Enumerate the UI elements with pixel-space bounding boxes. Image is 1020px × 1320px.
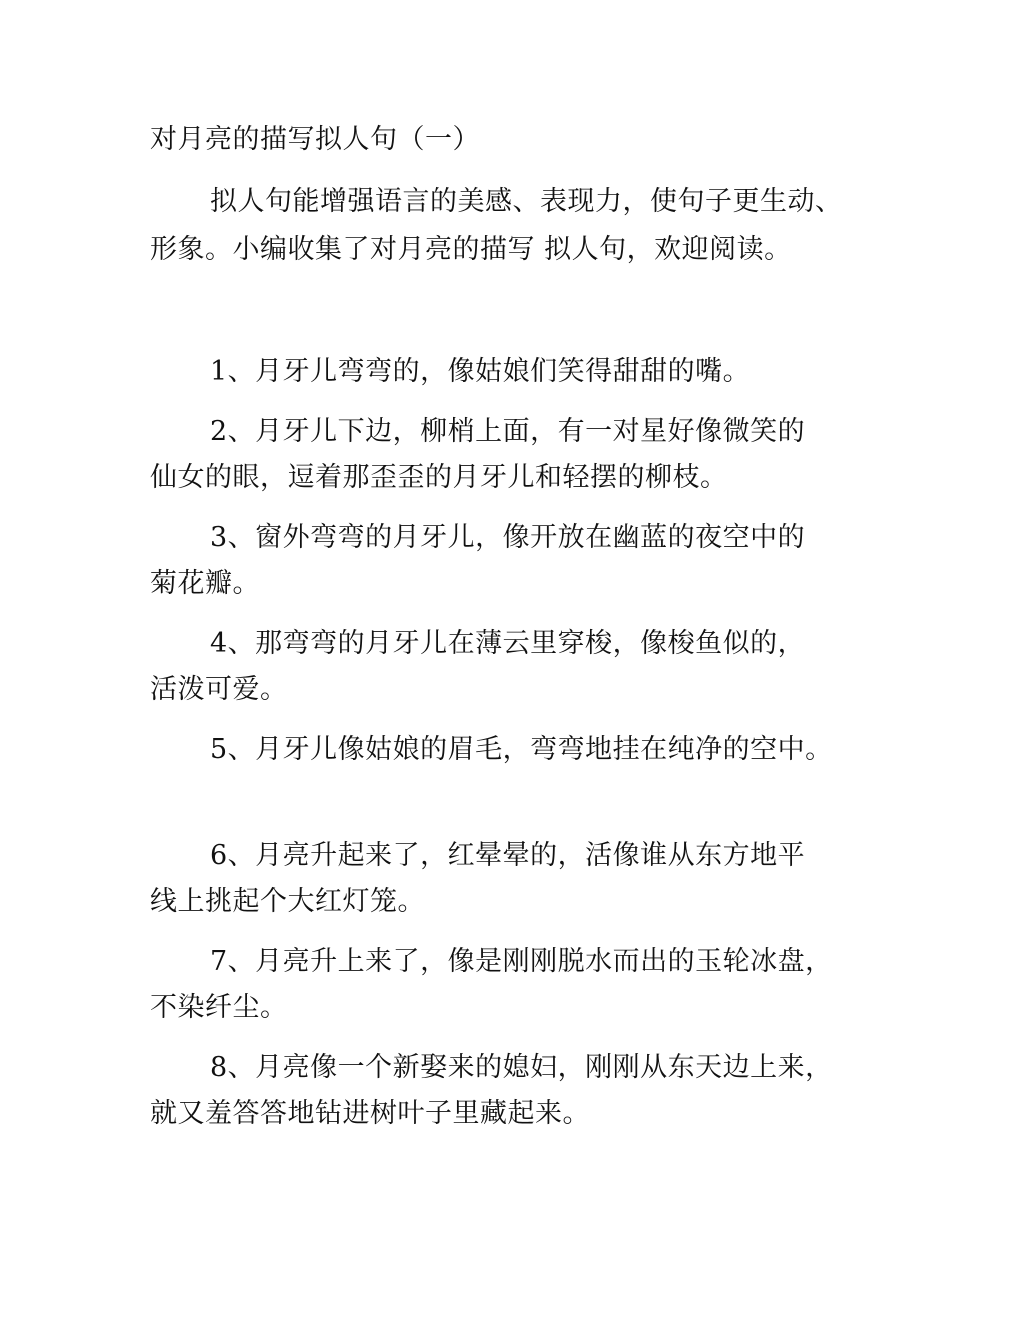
item-6-line-2: 线上挑起个大红灯笼。 <box>150 886 425 917</box>
item-7-line-1: 7、月亮升上来了，像是刚刚脱水而出的玉轮冰盘， <box>210 946 833 977</box>
item-4-line-1: 4、那弯弯的月牙儿在薄云里穿梭，像梭鱼似的， <box>210 628 806 659</box>
item-8-line-2: 就又羞答答地钻进树叶子里藏起来。 <box>150 1098 590 1129</box>
item-2-line-1: 2、月牙儿下边，柳梢上面，有一对星好像微笑的 <box>210 416 806 447</box>
item-1-line-1: 1、月牙儿弯弯的，像姑娘们笑得甜甜的嘴。 <box>210 356 751 387</box>
item-7-line-2: 不染纤尘。 <box>150 992 288 1023</box>
item-4-line-2: 活泼可爱。 <box>150 674 288 705</box>
item-6-line-1: 6、月亮升起来了，红晕晕的，活像谁从东方地平 <box>210 840 806 871</box>
intro-line-2: 形象。小编收集了对月亮的描写 拟人句，欢迎阅读。 <box>150 234 792 265</box>
item-3-line-2: 菊花瓣。 <box>150 568 260 599</box>
document-title: 对月亮的描写拟人句（一） <box>150 124 480 155</box>
item-8-line-1: 8、月亮像一个新娶来的媳妇，刚刚从东天边上来， <box>210 1052 833 1083</box>
intro-line-1: 拟人句能增强语言的美感、表现力，使句子更生动、 <box>210 186 843 217</box>
item-5-line-1: 5、月牙儿像姑娘的眉毛，弯弯地挂在纯净的空中。 <box>210 734 833 765</box>
item-3-line-1: 3、窗外弯弯的月牙儿，像开放在幽蓝的夜空中的 <box>210 522 806 553</box>
item-2-line-2: 仙女的眼，逗着那歪歪的月牙儿和轻摆的柳枝。 <box>150 462 728 493</box>
